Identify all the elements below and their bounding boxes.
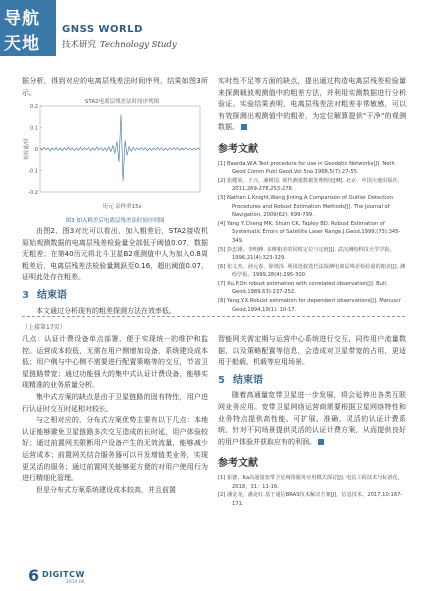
paragraph: 几点：认证计费设备单点部署，便于实现统一的维护和监控。运营成本较低，无需在用户侧增加设备，系统建设成本低；用户侧与中心侧不需要进行配置策略等的交互，节省卫星链路带宽；通过功能强大的集中式认证计费设备，能够实现精准的业务质量分析。	[22, 335, 208, 390]
journal-logo	[0, 0, 56, 56]
references-heading: 参考文献	[218, 143, 258, 155]
y-tick-label: 0.2	[30, 103, 38, 110]
continued-note: （上接第17页）	[22, 324, 66, 331]
footer-date: 2019.06	[66, 580, 85, 585]
logo-line-1: 导航	[4, 9, 40, 29]
paragraph: 据分析，得到对应的电离层残差法时间序列，结果如图3所示。	[22, 77, 208, 97]
section-number: 3	[22, 289, 29, 301]
reference-item: [4] Yang Y,Cheng MK, Shum CK, Tapley BD. Robust Estimation of Systematic Errors of Satellite Laser Range.J.Geod,1999,(73):345-349.	[218, 220, 401, 244]
x-axis-label: 历元 采样率15s	[102, 204, 142, 210]
y-tick-label: -0.1	[28, 168, 38, 175]
column-title-cn: 技术研究	[62, 40, 97, 50]
journal-brand: GNSS WORLD	[62, 24, 143, 35]
end-mark-icon	[241, 124, 247, 130]
section-number: 5	[218, 374, 225, 386]
column-title-en: Technology Study	[100, 40, 177, 50]
y-axis-label: 检验量/周	[24, 138, 30, 160]
paragraph: 集中式方案的缺点是由于卫星链路的固有特性，用户进行认证时交互时延相对较长。	[22, 392, 208, 413]
y-tick-label: 0.1	[30, 125, 38, 132]
end-mark-icon	[318, 439, 324, 445]
paragraph: 本文通过分析现有的粗差探测方法在效率低、	[36, 306, 176, 315]
column-title	[62, 38, 177, 50]
section-title: 结束语	[36, 289, 67, 301]
chart-title: STA2电离层残差法时间序列图	[84, 99, 160, 105]
figure-3	[22, 96, 208, 214]
references-heading: 参考文献	[218, 458, 258, 470]
reference-item: [1] 崔德，Ka高通量宽带卫星网络服务应用模式探讨[J]. 电信工程技术与标准化，2018，31：11-16.	[218, 474, 404, 490]
top-right-column	[218, 76, 406, 314]
references-list	[218, 474, 406, 508]
logo-line-2: 天地	[4, 34, 40, 54]
y-tick-label: -0.2	[28, 189, 38, 196]
reference-item: [8] Yang,Y.X.Robust estimation for dependent observations[J]. Manuscr Geod,1994,19(1): 10-17.	[218, 298, 402, 313]
section-divider	[22, 316, 405, 317]
paragraph-text: 实时性不足等方面的缺点，提出通过构造电离层残差检验量来探测载波观测值中的粗差方法，并利用实测数据进行分析验证。实验结果表明，电离层残差法对粗差非常敏感，可以有效探测出观测值中的粗差，为定位解算提供"干净"的观测数据。	[218, 77, 406, 132]
bottom-left-column	[22, 334, 208, 496]
figure-caption: 图3 加入粗差后电离层残差法时间序列图	[65, 218, 165, 224]
y-tick-label: 0	[34, 146, 38, 153]
reference-item: [1] Baarda,W.A Test procedure for use in Geodetic Networks[J]. Neth Geod Comm Publ Geod,Vol.5no.1968,5(7):27-55.	[218, 160, 395, 176]
reference-item: [2] 潘金龙，潘克红.基于通信BRAS技术解决方案[J]，信息技术，2017,10:167-171.	[218, 492, 403, 507]
paragraph: 智能网关需定期与运营中心系统进行交互，同传用户流量数据，以及策略配置等信息，会造成对卫星带宽的占用，更适用于船载、机载等应用场景。	[218, 335, 406, 367]
references-list	[218, 160, 406, 315]
paragraph: 与之相对应的，分布式方案优势主要有以下几点：本地认证能够避免卫星链路多次交互造成的长时延，用户体验较好；通过前置网关限断用户设备产生的无效流量，能够减少运营成本；前置网关结合服务器可以开发增值类业务，实现更灵活的服务；通过前置网关能够更方便的对用户使用行为进行精细化管理。	[22, 416, 208, 483]
paragraph	[218, 76, 406, 134]
time-series-chart	[22, 96, 208, 214]
section-heading	[22, 290, 208, 302]
page-number: 6	[28, 566, 40, 585]
section-title: 结束语	[232, 374, 263, 386]
footer-brand: DIGITCW	[42, 570, 85, 579]
paragraph-text: 随着高通量宽带卫星进一步发展，将会延伸出各类互联网业务应用。宽带卫星网络运营商需要根据卫星网络特性和业务特点提供高性能、可扩展、准确、灵活的认证计费系统，针对不同场景提供灵活的认证计费方案，从而提供良好的用户体验并获取应有的利润。	[218, 391, 406, 446]
reference-item: [2] 张健荣，王兴，潘树国. 现代测量数据处理理论[M]. 北京：中国大地出版社，2011,269-278,253-278.	[218, 177, 403, 193]
paragraph: 但是分布式方案系统建设成本较高，并且前置	[36, 485, 176, 494]
page-header	[0, 0, 427, 56]
reference-item: [5] 彭忠雄，李明峰. 多维粗差的同时定位与定值[J]. 武汉测绘科技大学学报，1996,21(4):323-329.	[218, 246, 395, 262]
section-heading	[218, 375, 406, 387]
bottom-right-column	[218, 334, 406, 508]
paragraph	[218, 390, 406, 448]
reference-item: [6] 张文杰，孙元春，徐靖泽. 利用选权迭代法探测电离层残差检验量的粗差[J]. 测绘学报，1999,28(4):295-300.	[218, 263, 406, 279]
plot-frame	[40, 106, 200, 192]
reference-item: [3] Nathan L.Knight,Wang Jinling.A Comparison of Outlier Detection Procedures and Robust Estimation Methods[J]. The Journal of Navigation, 2009(62): 699-799.	[218, 194, 394, 219]
top-left-column-lower	[22, 226, 208, 317]
reference-item: [7] Xu,P.On robust estimation with correlated observation[J]. Bull. Geod,1989,63):237-252.	[218, 280, 388, 296]
paragraph: 由图2、图3对比可以看出，加入粗差后，STA2接收机原始观测数据的电离层残差检验量全部低于阈值0.07，数据无粗差；在第40历元将北斗卫星B2观测值中人为加入0.8周粗差后，电离层残差法检验量跳跃至0.16，超出阈值0.07，证明此处存在粗差。	[22, 227, 208, 282]
